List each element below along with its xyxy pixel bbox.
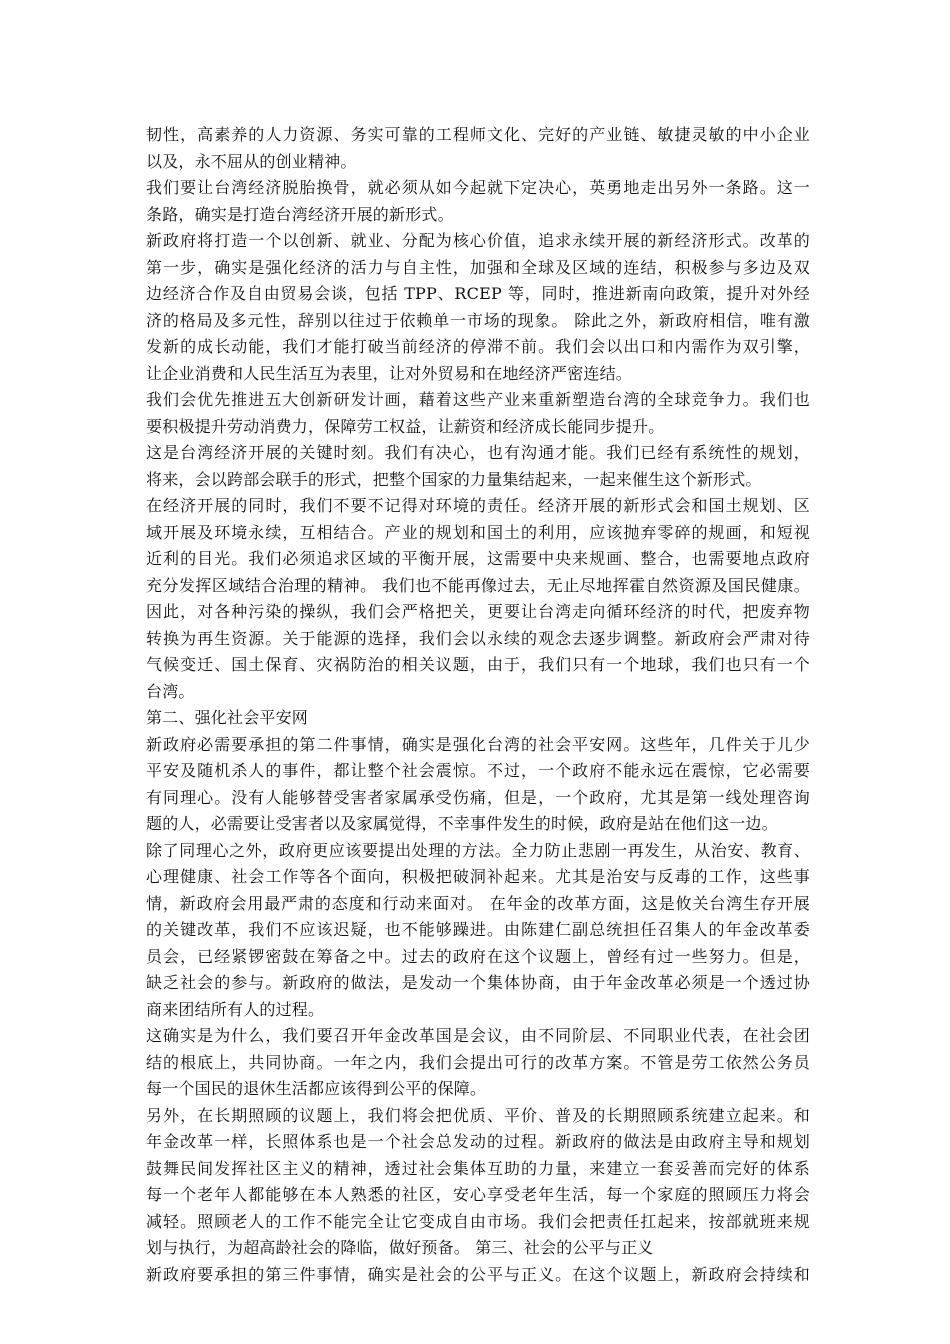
text-line: 缺乏社会的参与。新政府的做法，是发动一个集体协商，由于年金改革必须是一个透过协 <box>146 973 810 992</box>
text-line: 划与执行，为超高龄社会的降临，做好预备。 第三、社会的公平与正义 <box>146 1238 654 1257</box>
text-line: 减轻。照顾老人的工作不能完全让它变成自由市场。我们会把责任扛起来，按部就班来规 <box>146 1211 810 1231</box>
text-line: 有同理心。没有人能够替受害者家属承受伤痛，但是，一个政府，尤其是第一线处理咨询 <box>146 787 810 807</box>
text-line: 台湾。 <box>146 681 195 701</box>
text-line: 平安及随机杀人的事件，都让整个社会震惊。不过，一个政府不能永远在震惊，它必需要 <box>146 761 810 780</box>
text-line: 将来，会以跨部会联手的形式，把整个国家的力量集结起来，一起来催生这个新形式。 <box>146 469 762 489</box>
text-line: 我们要让台湾经济脱胎换骨，就必须从如今起就下定决心，英勇地走出另外一条路。这一 <box>146 178 810 197</box>
section-heading: 第二、强化社会平安网 <box>146 708 309 727</box>
text-line: 结的根底上，共同协商。一年之内，我们会提出可行的改革方案。不管是劳工依然公务员 <box>146 1052 810 1072</box>
text-line: 这是台湾经济开展的关键时刻。我们有决心，也有沟通才能。我们已经有系统性的规划， <box>146 443 810 462</box>
text-line: 边经济合作及自由贸易会谈，包括 TPP、RCEP 等，同时，推进新南向政策，提升对外经 <box>146 284 810 303</box>
text-line: 济的格局及多元性，辞别以往过于依赖单一市场的现象。 除此之外，新政府相信，唯有激 <box>146 310 810 330</box>
text-line: 心理健康、社会工作等各个面向，积极把破洞补起来。尤其是治安与反毒的工作，这些事 <box>146 867 810 886</box>
text-line: 要积极提升劳动消费力，保障劳工权益，让薪资和经济成长能同步提升。 <box>146 416 665 436</box>
text-line: 在经济开展的同时，我们不要不记得对环境的责任。经济开展的新形式会和国土规划、区 <box>146 496 810 515</box>
text-line: 新政府要承担的第三件事情，确实是社会的公平与正义。在这个议题上，新政府会持续和 <box>146 1264 810 1284</box>
text-line: 新政府将打造一个以创新、就业、分配为核心价值，追求永续开展的新经济形式。改革的 <box>146 231 810 250</box>
text-line: 让企业消费和人民生活互为表里，让对外贸易和在地经济严密连结。 <box>146 363 633 383</box>
text-line: 韧性，高素养的人力资源、务实可靠的工程师文化、完好的产业链、敏捷灵敏的中小企业 <box>146 125 810 144</box>
text-line: 员会，已经紧锣密鼓在筹备之中。过去的政府在这个议题上，曾经有过一些努力。但是， <box>146 946 810 966</box>
text-line: 另外，在长期照顾的议题上，我们将会把优质、平价、普及的长期照顾系统建立起来。和 <box>146 1105 810 1125</box>
text-line: 每一个国民的退休生活都应该得到公平的保障。 <box>146 1079 487 1098</box>
text-line: 鼓舞民间发挥社区主义的精神，透过社会集体互助的力量，来建立一套妥善而完好的体系 <box>146 1158 810 1178</box>
document-body <box>146 122 810 1288</box>
text-line: 充分发挥区域结合治理的精神。 我们也不能再像过去，无止尽地挥霍自然资源及国民健康。 <box>146 575 810 595</box>
text-line: 商来团结所有人的过程。 <box>146 999 325 1019</box>
text-line: 以及，永不屈从的创业精神。 <box>146 151 357 171</box>
text-line: 新政府必需要承担的第二件事情，确实是强化台湾的社会平安网。这些年，几件关于儿少 <box>146 734 810 754</box>
text-line: 近利的目光。我们必须追求区域的平衡开展，这需要中央来规画、整合，也需要地点政府 <box>146 549 810 568</box>
text-line: 发新的成长动能，我们才能打破当前经济的停滞不前。我们会以出口和内需作为双引擎， <box>146 337 810 356</box>
text-line: 第一步，确实是强化经济的活力与自主性，加强和全球及区域的连结，积极参与多边及双 <box>146 257 810 277</box>
text-line: 因此，对各种污染的操纵，我们会严格把关，更要让台湾走向循环经济的时代，把废弃物 <box>146 602 810 621</box>
text-line: 除了同理心之外，政府更应该要提出处理的方法。全力防止悲剧一再发生，从治安、教育、 <box>146 840 810 860</box>
text-line: 这确实是为什么，我们要召开年金改革国是会议，由不同阶层、不同职业代表，在社会团 <box>146 1026 810 1045</box>
text-line: 的关键改革，我们不应该迟疑，也不能够躁进。由陈建仁副总统担任召集人的年金改革委 <box>146 920 810 939</box>
text-line: 气候变迁、国土保育、灾祸防治的相关议题，由于，我们只有一个地球，我们也只有一个 <box>146 655 810 674</box>
text-line: 每一个老年人都能够在本人熟悉的社区，安心享受老年生活，每一个家庭的照顾压力将会 <box>146 1185 810 1204</box>
text-line: 情，新政府会用最严肃的态度和行动来面对。 在年金的改革方面，这是攸关台湾生存开展 <box>146 893 810 913</box>
text-line: 条路，确实是打造台湾经济开展的新形式。 <box>146 204 454 224</box>
text-line: 域开展及环境永续，互相结合。产业的规划和国土的利用，应该抛弃零碎的规画，和短视 <box>146 522 810 542</box>
text-line: 我们会优先推进五大创新研发计画，藉着这些产业来重新塑造台湾的全球竞争力。我们也 <box>146 390 810 409</box>
text-line: 题的人，必需要让受害者以及家属觉得，不幸事件发生的时候，政府是站在他们这一边。 <box>146 814 778 833</box>
text-line: 年金改革一样，长照体系也是一个社会总发动的过程。新政府的做法是由政府主导和规划 <box>146 1132 810 1151</box>
text-line: 转换为再生资源。关于能源的选择，我们会以永续的观念去逐步调整。新政府会严肃对待 <box>146 628 810 648</box>
